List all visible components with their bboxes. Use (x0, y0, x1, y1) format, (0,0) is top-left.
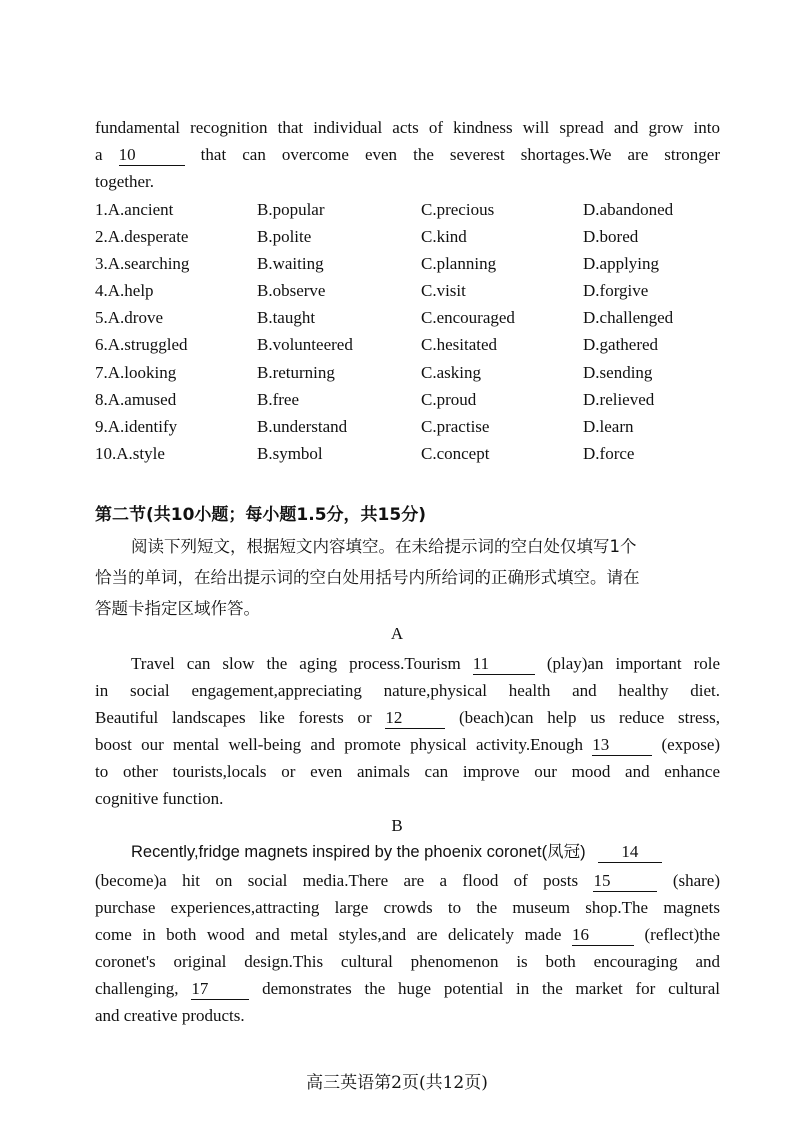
passage-line: in social engagement,appreciating nature,physical health and healthy diet. (95, 681, 720, 700)
instruction-line: 恰当的单词，在给出提示词的空白处用括号内所给词的正确形式填空。请在 (95, 568, 640, 587)
option-row (95, 444, 720, 471)
text-fragment: Recently,fridge magnets inspired by the phoenix coronet(凤冠) (131, 843, 586, 861)
passage-line (95, 141, 720, 168)
option-c: C.proud (421, 390, 477, 409)
option-c: C.visit (421, 281, 466, 300)
option-c: C.planning (421, 254, 497, 273)
text-fragment: boost our mental well-being and promote physical activity.Enough (95, 735, 583, 754)
blank-12[interactable]: 12 (385, 708, 445, 729)
option-a: 6.A.struggled (95, 335, 188, 354)
blank-13[interactable]: 13 (592, 735, 652, 756)
option-c: C.kind (421, 227, 467, 246)
option-b: B.polite (257, 227, 312, 246)
option-c: C.precious (421, 200, 495, 219)
option-c: C.asking (421, 363, 481, 382)
option-a: 2.A.desperate (95, 227, 189, 246)
option-a: 10.A.style (95, 444, 165, 463)
option-a: 3.A.searching (95, 254, 190, 273)
option-b: B.waiting (257, 254, 324, 273)
passage-line: fundamental recognition that individual acts of kindness will spread and grow into (95, 118, 720, 137)
passage-a (95, 650, 720, 812)
option-a: 4.A.help (95, 281, 154, 300)
text-fragment: (share) (672, 871, 721, 890)
option-d: D.relieved (583, 390, 655, 409)
passage-ending (95, 114, 720, 195)
option-b: B.popular (257, 200, 325, 219)
text-fragment: Travel can slow the aging process.Tourism (131, 654, 461, 673)
passage-line (95, 704, 720, 731)
blank-16[interactable]: 16 (572, 925, 634, 946)
option-row (95, 200, 720, 227)
passage-line: coronet's original design.This cultural phenomenon is both encouraging and (95, 952, 720, 971)
passage-b-label: B (391, 816, 403, 835)
text-fragment: (expose) (661, 735, 721, 754)
option-d: D.applying (583, 254, 660, 273)
option-row (95, 335, 720, 362)
passage-line: to other tourists,locals or even animals can improve our mood and enhance (95, 762, 720, 781)
option-d: D.learn (583, 417, 634, 436)
text-fragment: a (95, 145, 103, 164)
passage-line: purchase experiences,attracting large crowds to the museum shop.The magnets (95, 898, 720, 917)
option-b: B.taught (257, 308, 316, 327)
option-a: 7.A.looking (95, 363, 177, 382)
option-a: 1.A.ancient (95, 200, 174, 219)
page-footer: 高三英语第2页(共12页) (306, 1073, 488, 1093)
option-a: 9.A.identify (95, 417, 178, 436)
instruction-line: 答题卡指定区域作答。 (95, 599, 260, 618)
passage-b (95, 838, 720, 1029)
passage-line (95, 867, 720, 894)
blank-10[interactable]: 10 (119, 145, 185, 166)
passage-line: and creative products. (95, 1006, 245, 1025)
option-c: C.practise (421, 417, 490, 436)
option-row (95, 254, 720, 281)
option-b: B.observe (257, 281, 326, 300)
option-b: B.understand (257, 417, 348, 436)
blank-11[interactable]: 11 (473, 654, 535, 675)
text-fragment: (beach)can help us reduce stress, (459, 708, 721, 727)
option-b: B.symbol (257, 444, 323, 463)
text-fragment: (become)a hit on social media.There are a flood of posts (95, 871, 579, 890)
option-row (95, 227, 720, 254)
option-d: D.sending (583, 363, 653, 382)
passage-line: together. (95, 172, 155, 191)
option-row (95, 363, 720, 390)
option-c: C.concept (421, 444, 490, 463)
option-c: C.encouraged (421, 308, 515, 327)
option-b: B.free (257, 390, 300, 409)
option-d: D.force (583, 444, 635, 463)
text-fragment: challenging, (95, 979, 179, 998)
passage-line: cognitive function. (95, 789, 224, 808)
option-c: C.hesitated (421, 335, 498, 354)
section-heading: 第二节(共10小题；每小题1.5分，共15分) (95, 505, 426, 525)
text-fragment: Beautiful landscapes like forests or (95, 708, 372, 727)
passage-line (95, 731, 720, 758)
option-d: D.challenged (583, 308, 674, 327)
option-d: D.abandoned (583, 200, 674, 219)
option-b: B.returning (257, 363, 335, 382)
option-row (95, 417, 720, 444)
option-d: D.bored (583, 227, 639, 246)
passage-line (95, 975, 720, 1002)
option-b: B.volunteered (257, 335, 353, 354)
option-d: D.gathered (583, 335, 659, 354)
text-fragment: come in both wood and metal styles,and are delicately made (95, 925, 562, 944)
instruction-line: 阅读下列短文，根据短文内容填空。在未给提示词的空白处仅填写1个 (131, 537, 637, 556)
passage-line (95, 921, 720, 948)
section-instructions (95, 531, 720, 624)
blank-14[interactable]: 14 (598, 842, 662, 863)
passage-line (95, 838, 720, 865)
option-a: 5.A.drove (95, 308, 163, 327)
option-row (95, 390, 720, 417)
blank-15[interactable]: 15 (593, 871, 657, 892)
text-fragment: (reflect)the (644, 925, 720, 944)
text-fragment: (play)an important role (546, 654, 721, 673)
text-fragment: demonstrates the huge potential in the market for cultural (262, 979, 720, 998)
option-a: 8.A.amused (95, 390, 177, 409)
option-d: D.forgive (583, 281, 649, 300)
option-row (95, 281, 720, 308)
passage-line (95, 650, 720, 677)
passage-a-label: A (390, 624, 404, 643)
option-row (95, 308, 720, 335)
text-fragment: that can overcome even the severest shortages.We are stronger (200, 145, 721, 164)
blank-17[interactable]: 17 (191, 979, 249, 1000)
